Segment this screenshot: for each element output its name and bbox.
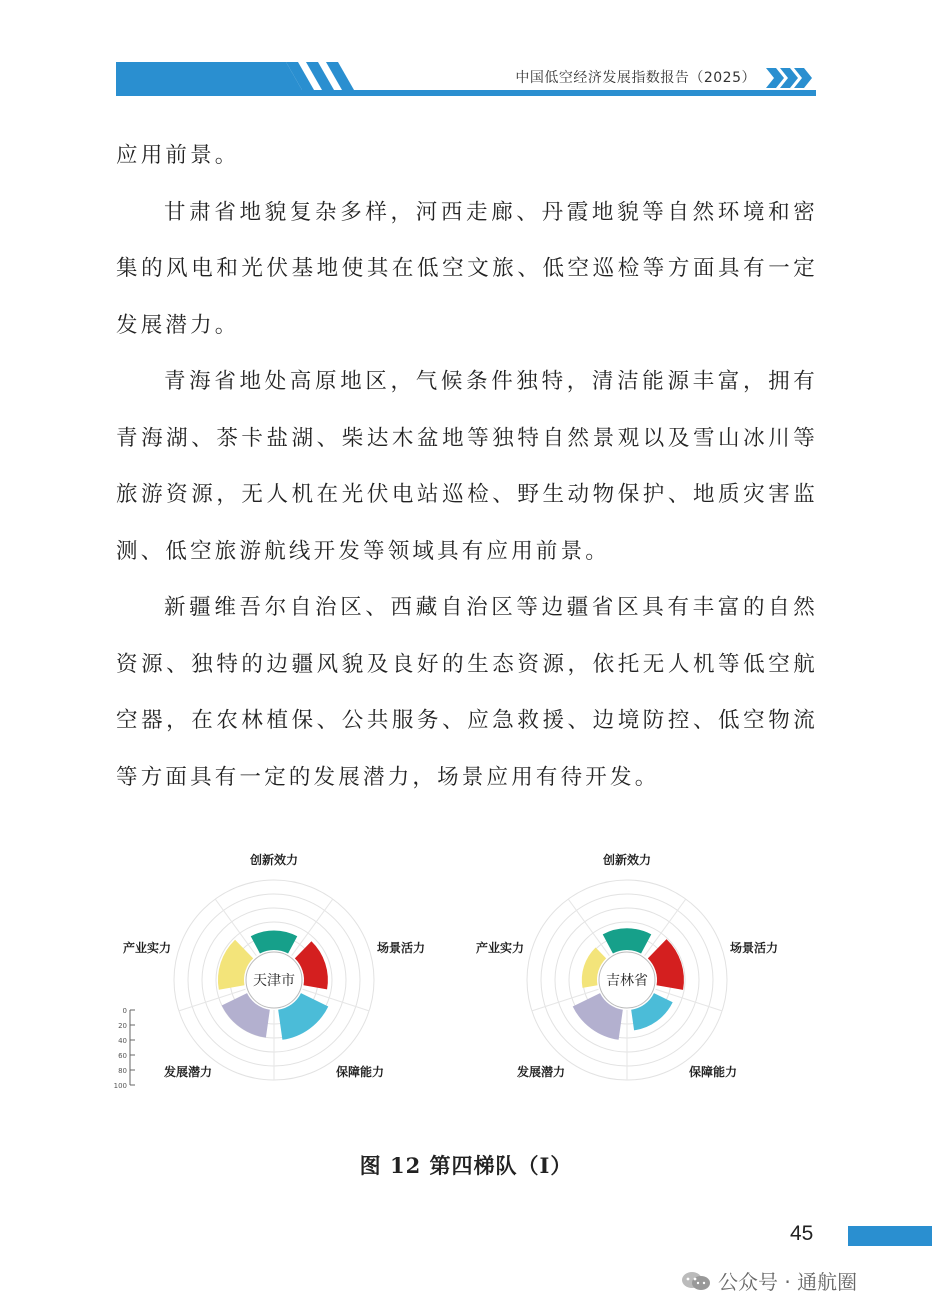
scale-tick-label: 100 xyxy=(113,1082,127,1090)
category-label: 保障能力 xyxy=(336,1065,385,1079)
figure-caption: 图 12 第四梯队（I） xyxy=(359,1153,573,1178)
scale-tick-label: 40 xyxy=(118,1037,127,1045)
radial-scale xyxy=(114,1007,135,1090)
scale-tick-label: 0 xyxy=(122,1007,127,1015)
category-label: 场景活力 xyxy=(377,941,426,955)
category-label: 创新效力 xyxy=(249,853,299,867)
paragraph: 新疆维吾尔自治区、西藏自治区等边疆省区具有丰富的自然资源、独特的边疆风貌及良好的生态资源，依托无人机等低空航空器，在农林植保、公共服务、应急救援、边境防控、低空物流等方面具有一定的发展潜力，场景应用有待开发。 xyxy=(116,595,818,790)
watermark xyxy=(680,1266,857,1295)
polar-bar xyxy=(251,930,298,953)
category-label: 产业实力 xyxy=(475,941,524,955)
paragraph: 应用前景。 xyxy=(116,143,240,168)
category-label: 发展潜力 xyxy=(516,1065,565,1079)
category-label: 产业实力 xyxy=(122,941,171,955)
center-label: 天津市 xyxy=(253,973,295,989)
figure xyxy=(108,850,828,1100)
page-header xyxy=(116,62,816,96)
paragraph: 青海省地处高原地区，气候条件独特，清洁能源丰富，拥有青海湖、茶卡盐湖、柴达木盆地等独特自然景观以及雪山冰川等旅游资源，无人机在光伏电站巡检、野生动物保护、地质灾害监测、低空旅游航线开发等领域具有应用前景。 xyxy=(116,369,818,564)
paragraph: 甘肃省地貌复杂多样，河西走廊、丹霞地貌等自然环境和密集的风电和光伏基地使其在低空文旅、低空巡检等方面具有一定发展潜力。 xyxy=(116,199,818,338)
page-bar xyxy=(848,1226,932,1246)
category-label: 发展潜力 xyxy=(163,1065,212,1079)
report-title: 中国低空经济发展指数报告（2025） xyxy=(515,70,756,86)
center-label: 吉林省 xyxy=(606,973,648,989)
chart-jilin xyxy=(476,852,778,1080)
scale-tick-label: 20 xyxy=(118,1022,127,1030)
category-label: 保障能力 xyxy=(689,1065,738,1079)
chevrons-icon xyxy=(766,68,812,88)
scale-tick-label: 80 xyxy=(118,1067,127,1075)
chart-tianjin xyxy=(123,852,425,1080)
body-text xyxy=(116,128,818,806)
wechat-icon xyxy=(680,1270,712,1292)
category-label: 创新效力 xyxy=(602,853,652,867)
polar-bar xyxy=(603,928,652,953)
watermark-text: 公众号 · 通航圈 xyxy=(718,1270,858,1294)
radar-charts xyxy=(108,850,828,1100)
scale-tick-label: 60 xyxy=(118,1052,127,1060)
page-number: 45 xyxy=(790,1222,814,1245)
category-label: 场景活力 xyxy=(730,941,779,955)
